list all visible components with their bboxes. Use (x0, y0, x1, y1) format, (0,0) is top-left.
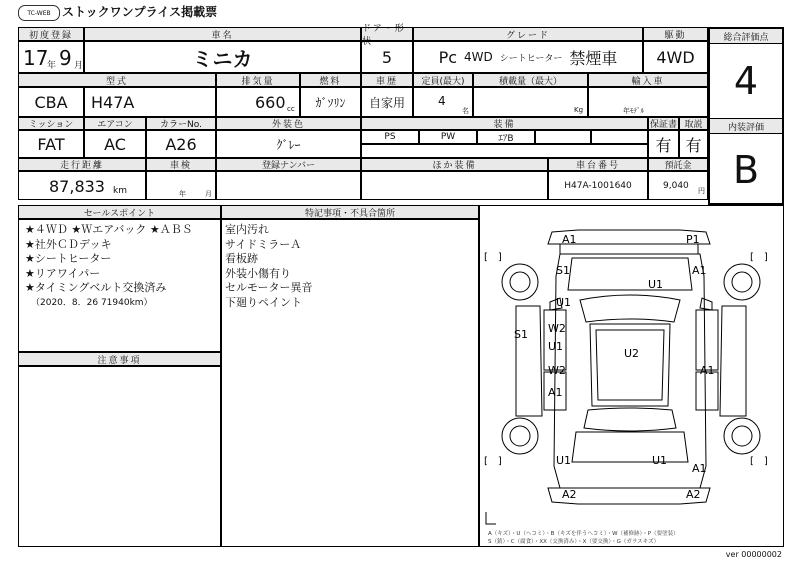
label-load: 積載量（最大） (473, 73, 588, 87)
score-panel (708, 27, 784, 205)
inspection-year-unit: 年 (179, 190, 186, 198)
load-cell (473, 87, 588, 117)
mileage-cell (18, 171, 146, 200)
displacement-cell (216, 87, 300, 117)
equipment-2: PW (419, 130, 477, 144)
inspection-month-unit: 月 (205, 190, 212, 198)
mark-right-front-fender: A1 (692, 264, 707, 277)
manual-value: 有 (679, 130, 708, 158)
sales-point-2: ★社外ＣＤデッキ (25, 237, 112, 251)
label-color-no: カラーNo. (146, 117, 216, 130)
capacity-value: 4 (438, 94, 446, 108)
mileage-unit: km (113, 186, 127, 196)
sales-points-label: セールスポイント (18, 205, 221, 219)
note-6: 下廻りペイント (225, 295, 302, 309)
exterior-color-value: ｸﾞﾚｰ (216, 130, 361, 158)
sales-point-3: ★シートヒーター (25, 252, 112, 265)
import-cell (588, 87, 708, 117)
mark-left-rear-fender: U1 (556, 454, 572, 467)
bracket-rear-right: [ ] (750, 456, 768, 467)
door-count: 5 (361, 41, 413, 73)
sales-point-5: ★タイミングベルト交換済み (25, 281, 167, 294)
label-chassis: 車台番号 (548, 158, 648, 171)
mark-left-side: S1 (514, 328, 528, 341)
note-2: サイドミラーＡ (225, 237, 302, 251)
label-equipment: 装備 (361, 117, 648, 130)
grade-drive: 4WD (464, 50, 493, 64)
mark-hood: U1 (648, 278, 664, 291)
mileage-value: 87,833 (49, 177, 105, 196)
sales-points-box (18, 219, 221, 352)
interior-score: B (732, 148, 760, 192)
label-aircon: エアコン (84, 117, 146, 130)
mark-front-bumper-left: A1 (562, 233, 577, 246)
deposit-unit: 円 (698, 187, 705, 195)
aircon-value: AC (84, 130, 146, 158)
label-mileage: 走行距離 (18, 158, 146, 171)
grade-feature: シートヒーター (499, 53, 563, 64)
legend-line-1: A（キズ）・U（ヘコミ）・B（キズを伴うヘコミ）・W（補修跡）・P（要塗装） (488, 531, 679, 537)
mark-left-rear-door-a: A1 (548, 386, 563, 399)
mark-rear-bumper-left: A2 (562, 488, 577, 501)
mark-front-bumper-right: P1 (686, 233, 700, 246)
label-deposit: 預託金 (648, 158, 708, 171)
reg-year-unit: 年 (47, 61, 57, 71)
logo-text: TC-WEB (27, 9, 51, 17)
mission-value: FAT (18, 130, 84, 158)
version-label: ver 00000002 (725, 550, 782, 559)
label-drive: 駆動 (643, 27, 708, 41)
car-damage-diagram (480, 206, 783, 546)
other-equipment-cell (361, 171, 548, 200)
label-plate: 登録ナンバー (216, 158, 361, 171)
label-other-equipment: ほか装備 (361, 158, 548, 171)
reg-month: 9 (59, 46, 72, 70)
equipment-1: PS (361, 130, 419, 144)
note-3: 看板跡 (225, 252, 258, 265)
caution-box (18, 366, 221, 547)
capacity-unit: 名 (462, 107, 469, 115)
history-value: 自家用 (361, 87, 413, 117)
mark-left-front-door-w: W2 (548, 322, 566, 335)
car-name: ミニカ (84, 41, 361, 73)
label-first-reg: 初度登録 (18, 27, 84, 41)
deposit-cell (648, 171, 708, 200)
first-reg-value (18, 41, 84, 73)
mark-right-quarter: A1 (692, 462, 707, 475)
label-capacity: 定員(最大) (413, 73, 473, 87)
equipment-3: ｴｱB (477, 130, 535, 144)
legend-line-2: S（錆）・C（腐食）・XX（交換済み）・X（要交換）・G（ガラスキズ） (488, 539, 660, 545)
mark-left-pillar: U1 (556, 296, 572, 309)
sales-point-6: （2020．8．26 71940km） (31, 297, 153, 308)
grade-nonsmoke: 禁煙車 (569, 48, 618, 68)
note-1: 室内汚れ (225, 223, 269, 236)
drive-value: 4WD (643, 41, 708, 73)
fuel-value: ｶﾞｿﾘﾝ (300, 87, 361, 117)
notes-list (222, 220, 478, 310)
label-fuel: 燃料 (300, 73, 361, 87)
plate-cell (216, 171, 361, 200)
equipment-5 (591, 130, 648, 144)
label-manual: 取説 (679, 117, 708, 130)
overall-score: 4 (710, 44, 782, 119)
import-note: 年ﾓﾃﾞﾙ (623, 107, 644, 115)
mark-roof: U2 (624, 347, 640, 360)
mark-left-front-door-u: U1 (548, 340, 564, 353)
chassis-value: H47A-1001640 (548, 171, 648, 200)
warranty-value: 有 (648, 130, 679, 158)
grade-prefix: Pc (438, 47, 458, 67)
notes-label: 特記事項・不具合箇所 (221, 205, 479, 219)
label-exterior-color: 外装色 (216, 117, 361, 130)
model-prefix-cell (18, 87, 84, 117)
model-code-cell (84, 87, 216, 117)
mark-rear-bumper-right: A2 (686, 488, 701, 501)
mark-right-rear-fender: U1 (652, 454, 668, 467)
label-inspection: 車検 (146, 158, 216, 171)
inspection-cell (146, 171, 216, 200)
page-title: ストックワンプライス掲載票 (62, 5, 218, 19)
note-4: 外装小傷有り (225, 266, 291, 280)
mark-left-front-fender: S1 (556, 264, 570, 277)
label-grade: グレード (413, 27, 643, 41)
interior-score-label: 内装評価 (710, 119, 782, 134)
logo (18, 5, 60, 21)
grade-value (413, 41, 643, 73)
reg-month-unit: 月 (74, 61, 84, 71)
label-door-type: ドア・形状 (361, 27, 413, 41)
caution-label: 注意事項 (18, 352, 221, 366)
mark-left-rear-door-w: W2 (548, 364, 566, 377)
displacement-unit: cc (287, 105, 295, 113)
capacity-cell (413, 87, 473, 117)
displacement-value: 660 (255, 93, 286, 112)
label-model: 型式 (18, 73, 216, 87)
label-displacement: 排気量 (216, 73, 300, 87)
model-code: H47A (91, 93, 135, 112)
equipment-4 (535, 130, 591, 144)
label-import: 輸入車 (588, 73, 708, 87)
reg-year: 17 (23, 46, 49, 70)
notes-box (221, 219, 479, 547)
note-5: セルモーター異音 (225, 281, 313, 294)
bracket-rear-left: [ ] (484, 456, 502, 467)
damage-diagram-frame (479, 205, 784, 547)
sales-point-4: ★リアワイパー (25, 266, 101, 280)
label-history: 車歴 (361, 73, 413, 87)
equipment-row-2 (361, 144, 648, 158)
load-unit: Kg (574, 106, 584, 114)
sales-point-1: ★４ＷＤ ★Ｗエアバック ★ＡＢＳ (25, 223, 193, 236)
overall-score-label: 総合評価点 (710, 29, 782, 44)
label-warranty: 保証書 (648, 117, 679, 130)
label-mission: ミッション (18, 117, 84, 130)
mark-right-rear-door: A1 (700, 364, 715, 377)
sales-points-list (19, 220, 220, 310)
bracket-front-left: [ ] (484, 252, 502, 263)
bracket-front-right: [ ] (750, 252, 768, 263)
deposit-value: 9,040 (663, 181, 689, 191)
model-prefix: CBA (34, 92, 68, 112)
color-no-value: A26 (146, 130, 216, 158)
label-car-name: 車名 (84, 27, 361, 41)
